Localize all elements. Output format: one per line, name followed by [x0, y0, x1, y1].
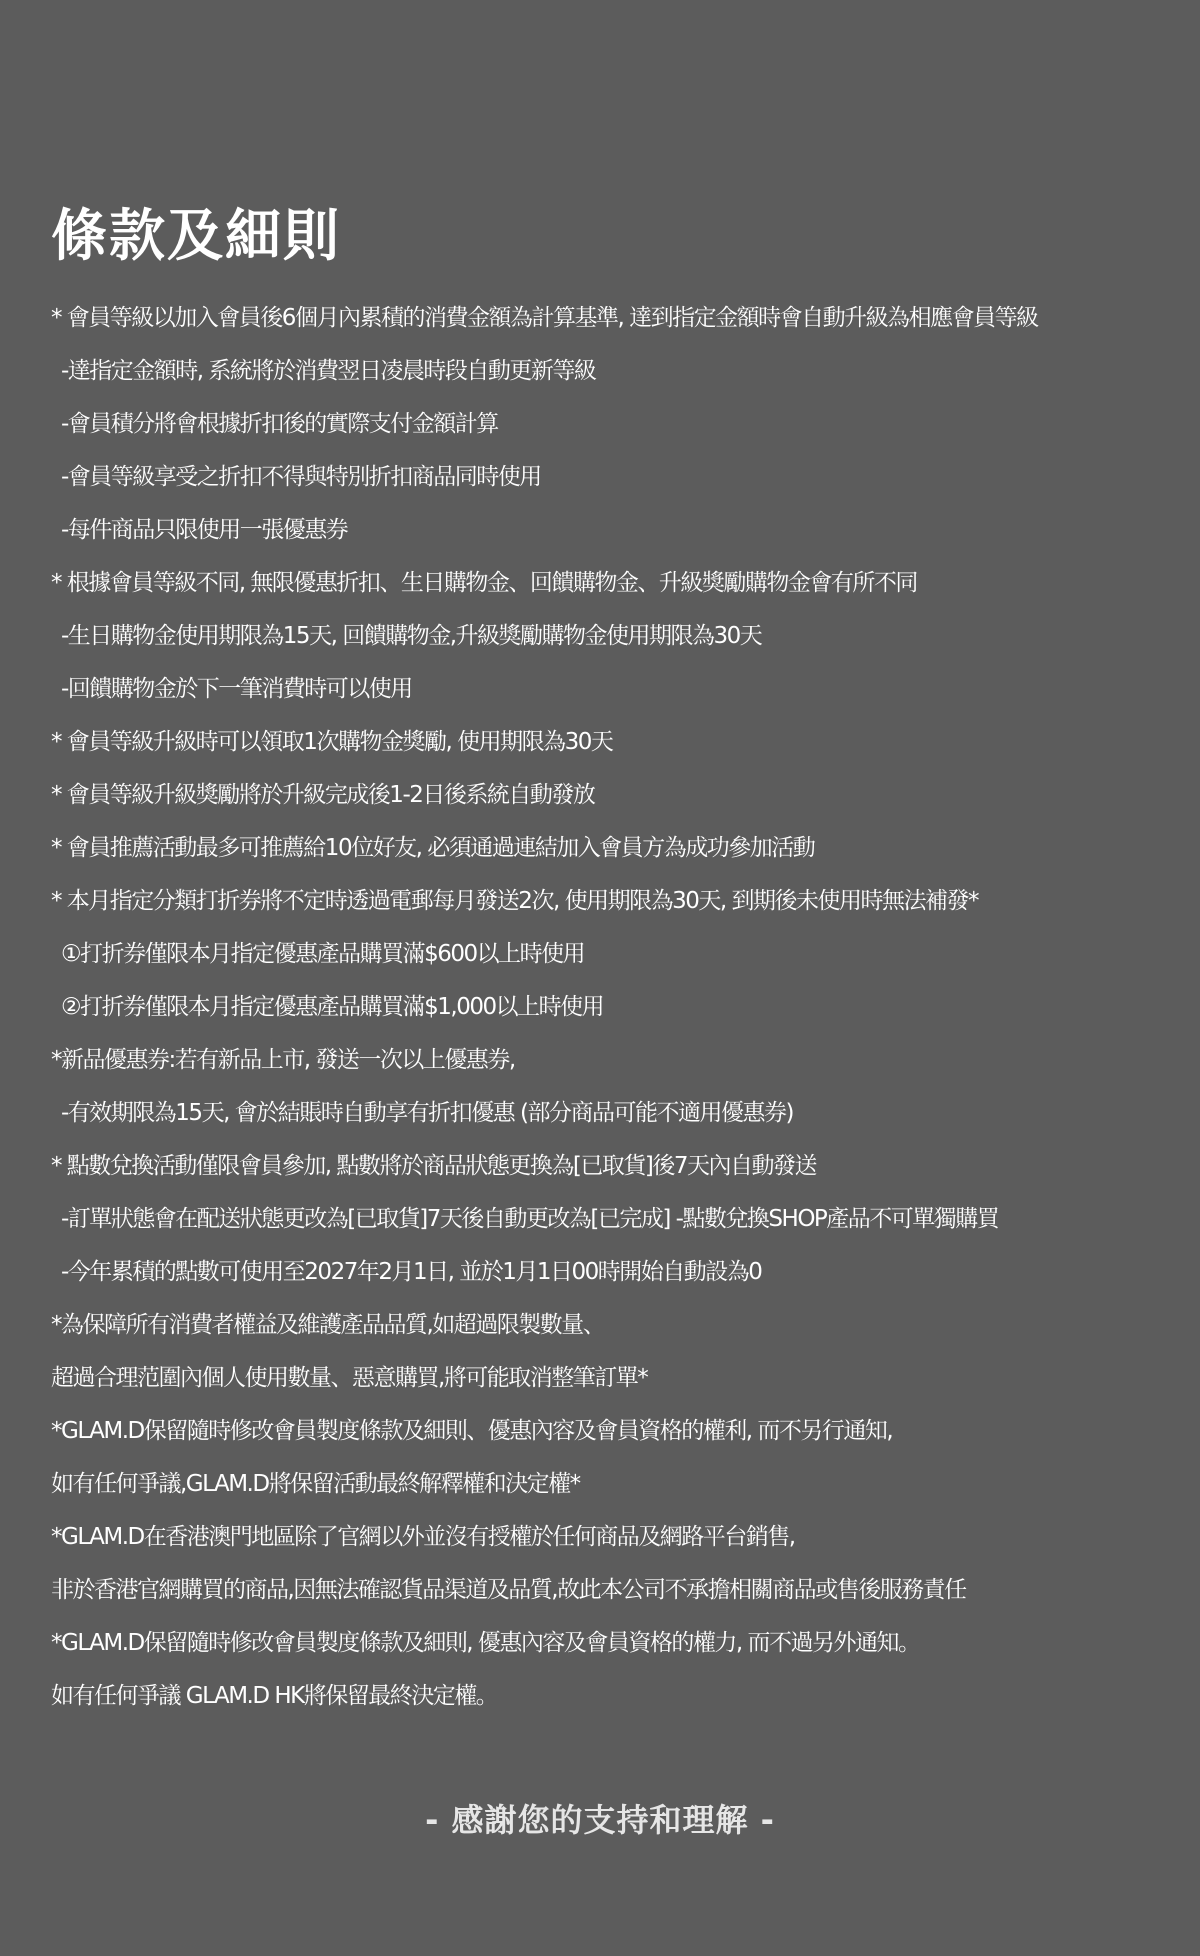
- term-line: * 會員等級以加入會員後6個月內累積的消費金額為計算基準, 達到指定金額時會自動升級為相應會員等級: [51, 305, 1038, 331]
- term-line: 如有任何爭議,GLAM.D將保留活動最終解釋權和決定權*: [51, 1471, 580, 1497]
- term-line: -會員積分將會根據折扣後的實際支付金額計算: [61, 411, 498, 437]
- term-line: *新品優惠券:若有新品上市, 發送一次以上優惠券,: [51, 1047, 515, 1073]
- term-line: -有效期限為15天, 會於結賬時自動享有折扣優惠 (部分商品可能不適用優惠券): [61, 1100, 793, 1126]
- term-line: 如有任何爭議 GLAM.D HK將保留最終決定權。: [51, 1683, 498, 1709]
- term-line: 超過合理范圍內個人使用數量、惡意購買,將可能取消整筆訂單*: [51, 1365, 648, 1391]
- term-line: -回饋購物金於下一筆消費時可以使用: [61, 676, 412, 702]
- term-line: ①打折券僅限本月指定優惠產品購買滿$600以上時使用: [61, 941, 585, 967]
- term-line: -每件商品只限使用一張優惠券: [61, 517, 348, 543]
- terms-list: [51, 292, 1160, 1723]
- term-line: * 根據會員等級不同, 無限優惠折扣、生日購物金、回饋購物金、升級獎勵購物金會有所不同: [51, 570, 917, 596]
- term-line: -訂單狀態會在配送狀態更改為[已取貨]7天後自動更改為[已完成] -點數兌換SHOP產品不可單獨購買: [61, 1206, 999, 1232]
- term-line: -今年累積的點數可使用至2027年2月1日, 並於1月1日00時開始自動設為0: [61, 1259, 762, 1285]
- term-line: -達指定金額時, 系統將於消費翌日凌晨時段自動更新等級: [61, 358, 596, 384]
- term-line: ②打折券僅限本月指定優惠產品購買滿$1,000以上時使用: [61, 994, 604, 1020]
- term-line: -生日購物金使用期限為15天, 回饋購物金,升級獎勵購物金使用期限為30天: [61, 623, 762, 649]
- term-line: *為保障所有消費者權益及維護產品品質,如超過限製數量、: [51, 1312, 605, 1338]
- thank-you-message: - 感謝您的支持和理解 -: [425, 1801, 775, 1839]
- term-line: *GLAM.D保留隨時修改會員製度條款及細則, 優惠內容及會員資格的權力, 而不過另外通知。: [51, 1630, 920, 1656]
- term-line: * 會員等級升級獎勵將於升級完成後1-2日後系統自動發放: [51, 782, 595, 808]
- term-line: * 本月指定分類打折券將不定時透過電郵每月發送2次, 使用期限為30天, 到期後未使用時無法補發*: [51, 888, 978, 914]
- page-title: 條款及細則: [51, 204, 341, 269]
- term-line: 非於香港官網購買的商品,因無法確認貨品渠道及品質,故此本公司不承擔相關商品或售後服務責任: [51, 1577, 966, 1603]
- term-line: * 會員推薦活動最多可推薦給10位好友, 必須通過連結加入會員方為成功參加活動: [51, 835, 815, 861]
- term-line: * 點數兌換活動僅限會員參加, 點數將於商品狀態更換為[已取貨]後7天內自動發送: [51, 1153, 817, 1179]
- term-line: * 會員等級升級時可以領取1次購物金獎勵, 使用期限為30天: [51, 729, 613, 755]
- term-line: *GLAM.D保留隨時修改會員製度條款及細則、優惠內容及會員資格的權利, 而不另行通知,: [51, 1418, 893, 1444]
- term-line: *GLAM.D在香港澳門地區除了官網以外並沒有授權於任何商品及網路平台銷售,: [51, 1524, 795, 1550]
- term-line: -會員等級享受之折扣不得與特別折扣商品同時使用: [61, 464, 541, 490]
